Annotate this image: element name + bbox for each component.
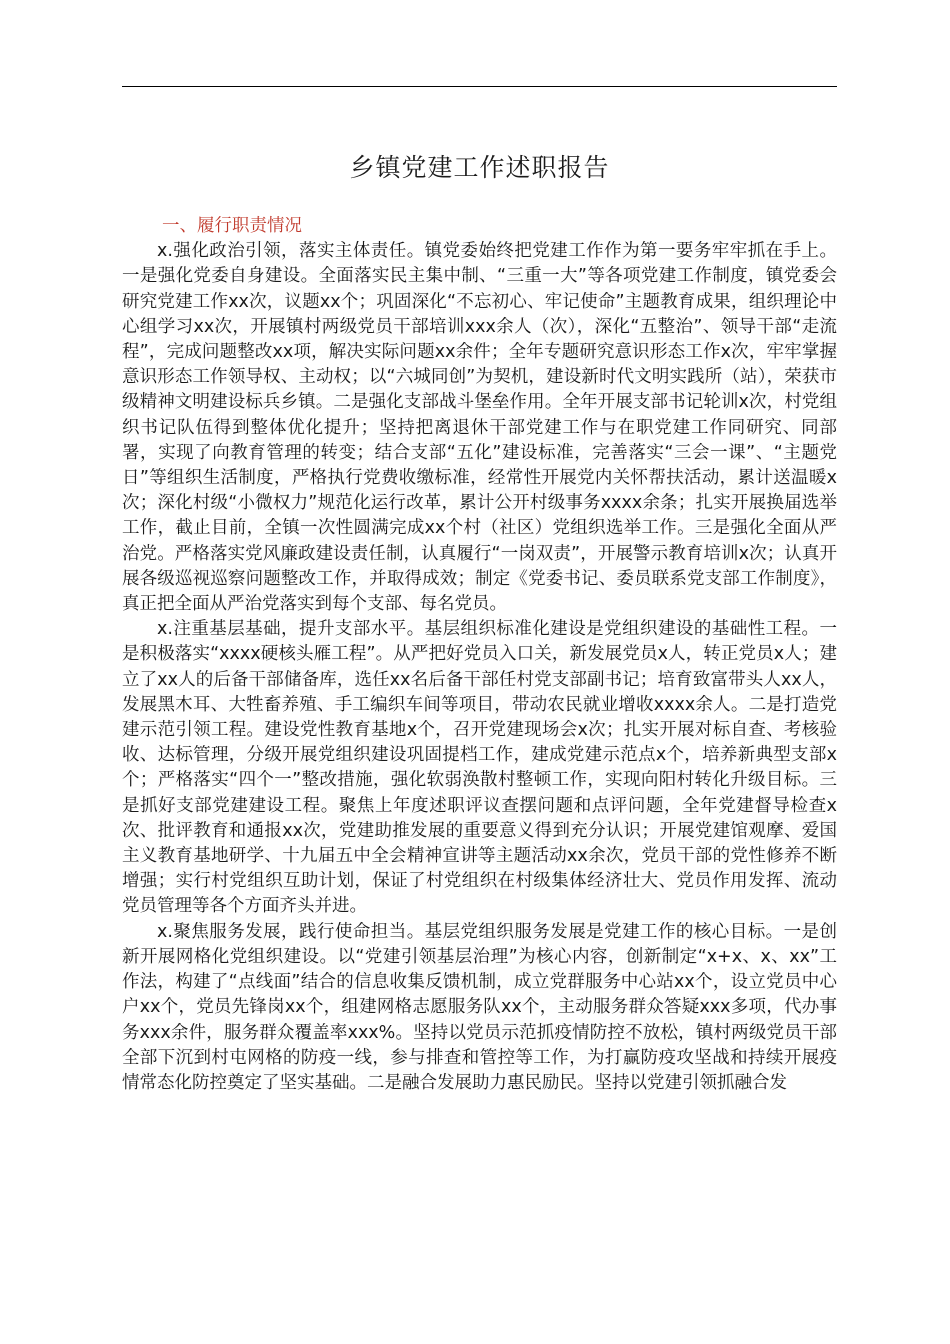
header-rule — [122, 86, 837, 87]
document-title: 乡镇党建工作述职报告 — [349, 153, 610, 182]
section-heading: 一、履行职责情况 — [162, 216, 302, 236]
paragraph-grassroots-foundation: x.注重基层基础，提升支部水平。基层组织标准化建设是党组织建设的基础性工程。一是积极落实“xxxx硬核头雁工程”。从严把好党员入口关，新发展党员x人，转正党员x人；建立了xx人的后备干部储备库，选任xx名后备干部任村党支部副书记；培育致富带头人xx人，发展黑木耳、大牲畜养殖、手工编织车间等项目，带动农民就业增收xxxx余人。二是打造党建示范引领工程。建设党性教育基地x个，召开党建现场会x次；扎实开展对标自查、考核验收、达标管理，分级开展党组织建设巩固提档工作，建成党建示范点x个，培养新典型支部x个；严格落实“四个一”整改措施，强化软弱涣散村整顿工作，实现向阳村转化升级目标。三是抓好支部党建建设工程。聚焦上年度述职评议查摆问题和点评问题，全年党建督导检查x次、批评教育和通报xx次，党建助推发展的重要意义得到充分认识；开展党建馆观摩、爱国主义教育基地研学、十九届五中全会精神宣讲等主题活动xx余次，党员干部的党性修养不断增强；实行村党组织互助计划，保证了村党组织在村级集体经济壮大、党员作用发挥、流动党员管理等各个方面齐头并进。 — [122, 619, 837, 917]
paragraph-political-leadership: x.强化政治引领，落实主体责任。镇党委始终把党建工作作为第一要务牢牢抓在手上。一是强化党委自身建设。全面落实民主集中制、“三重一大”等各项党建工作制度，镇党委会研究党建工作xx次，议题xx个；巩固深化“不忘初心、牢记使命”主题教育成果，组织理论中心组学习xx次，开展镇村两级党员干部培训xxx余人（次），深化“五整治”、领导干部“走流程”，完成问题整改xx项，解决实际问题xx余件；全年专题研究意识形态工作x次，牢牢掌握意识形态工作领导权、主动权；以“六城同创”为契机，建设新时代文明实践所（站），荣获市级精神文明建设标兵乡镇。二是强化支部战斗堡垒作用。全年开展支部书记轮训x次，村党组织书记队伍得到整体优化提升；坚持把离退休干部党建工作与在职党建工作同研究、同部署，实现了向教育管理的转变；结合支部“五化”建设标准，完善落实“三会一课”、“主题党日”等组织生活制度，严格执行党费收缴标准，经常性开展党内关怀帮扶活动，累计送温暖x次；深化村级“小微权力”规范化运行改革，累计公开村级事务xxxx余条；扎实开展换届选举工作，截止目前，全镇一次性圆满完成xx个村（社区）党组织选举工作。三是强化全面从严治党。严格落实党风廉政建设责任制，认真履行“一岗双责”，开展警示教育培训x次；认真开展各级巡视巡察问题整改工作，并取得成效；制定《党委书记、委员联系党支部工作制度》，真正把全面从严治党落实到每个支部、每名党员。 — [122, 241, 837, 615]
document-body — [122, 214, 837, 1096]
paragraph-service-development: x.聚焦服务发展，践行使命担当。基层党组织服务发展是党建工作的核心目标。一是创新开展网格化党组织建设。以“党建引领基层治理”为核心内容，创新制定“x+x、x、xx”工作法，构建了“点线面”结合的信息收集反馈机制，成立党群服务中心站xx个，设立党员中心户xx个，党员先锋岗xx个，组建网格志愿服务队xx个，主动服务群众答疑xxx多项，代办事务xxx余件，服务群众覆盖率xxx%。坚持以党员示范抓疫情防控不放松，镇村两级党员干部全部下沉到村屯网格的防疫一线，参与排查和管控等工作，为打赢防疫攻坚战和持续开展疫情常态化防控奠定了坚实基础。二是融合发展助力惠民励民。坚持以党建引领抓融合发 — [122, 921, 837, 1093]
